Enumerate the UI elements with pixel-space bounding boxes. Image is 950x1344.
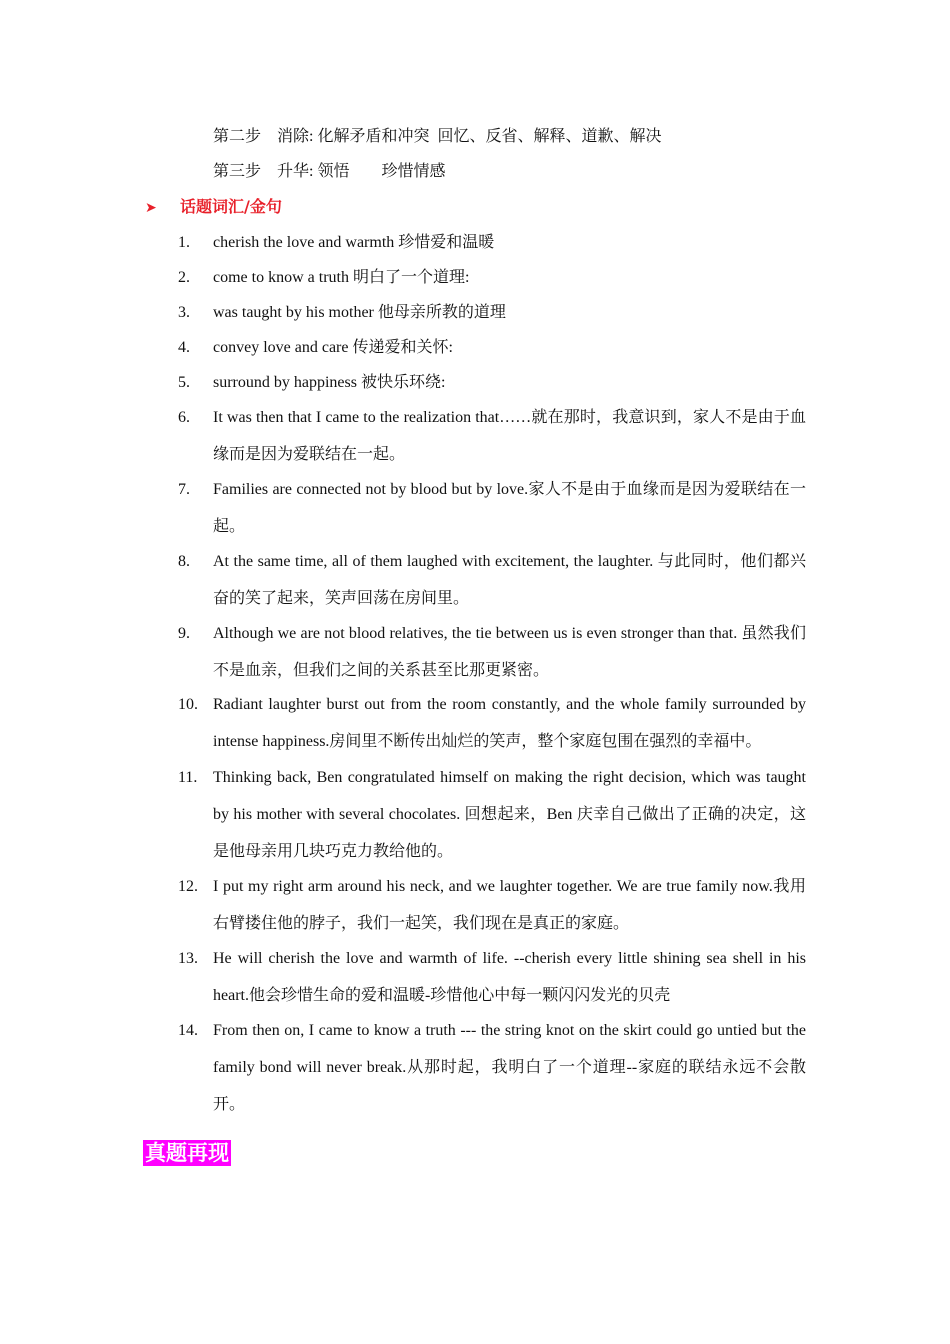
item-number: 11.	[178, 769, 198, 786]
item-text: From then on, I came to know a truth --- the string knot on the skirt could go untied but the family bond will never break.从那时起，我明白了一个道理--家庭的联结永远不会散开。	[213, 1022, 806, 1113]
item-number: 4.	[178, 339, 190, 356]
topic-heading	[145, 197, 282, 218]
item-number: 14.	[178, 1022, 198, 1039]
item-text: Thinking back, Ben congratulated himself on making the right decision, which was taught by his mother with several chocolates. 回想起来，Ben 庆幸自己做出了正确的决定，这是他母亲用几块巧克力教给他的。	[213, 769, 806, 860]
item-text: At the same time, all of them laughed with excitement, the laughter. 与此同时，他们都兴奋的笑了起来，笑声回荡在房间里。	[213, 553, 806, 607]
item-number: 12.	[178, 878, 198, 895]
item-text: surround by happiness 被快乐环绕:	[213, 374, 446, 391]
item-number: 13.	[178, 950, 198, 967]
item-number: 9.	[178, 625, 190, 642]
item-number: 10.	[178, 696, 198, 713]
step-three-line: 第三步 升华: 领悟 珍惜情感	[213, 163, 446, 180]
item-number: 7.	[178, 481, 190, 498]
item-number: 8.	[178, 553, 190, 570]
item-text: I put my right arm around his neck, and we laughter together. We are true family now.我用右臂搂住他的脖子，我们一起笑，我们现在是真正的家庭。	[213, 878, 806, 932]
item-number: 5.	[178, 374, 190, 391]
topic-heading-text: 话题词汇/金句	[180, 197, 282, 216]
item-number: 2.	[178, 269, 190, 286]
item-text: was taught by his mother 他母亲所教的道理	[213, 304, 506, 321]
item-text: Radiant laughter burst out from the room constantly, and the whole family surrounded by intense happiness.房间里不断传出灿烂的笑声，整个家庭包围在强烈的幸福中。	[213, 696, 806, 750]
item-text: convey love and care 传递爱和关怀:	[213, 339, 453, 356]
item-text: He will cherish the love and warmth of life. --cherish every little shining sea shell in his heart.他会珍惜生命的爱和温暖-珍惜他心中每一颗闪闪发光的贝壳	[213, 950, 806, 1004]
item-text: Although we are not blood relatives, the tie between us is even stronger than that. 虽然我们不是血亲，但我们之间的关系甚至比那更紧密。	[213, 625, 806, 679]
item-text: cherish the love and warmth 珍惜爱和温暖	[213, 234, 495, 251]
item-number: 3.	[178, 304, 190, 321]
section-banner: 真题再现	[145, 1141, 229, 1165]
arrow-bullet-icon: ➤	[145, 200, 157, 216]
item-number: 1.	[178, 234, 190, 251]
item-text: come to know a truth 明白了一个道理:	[213, 269, 470, 286]
item-text: Families are connected not by blood but by love.家人不是由于血缘而是因为爱联结在一起。	[213, 481, 806, 535]
item-number: 6.	[178, 409, 190, 426]
step-two-line: 第二步 消除: 化解矛盾和冲突 回忆、反省、解释、道歉、解决	[213, 128, 662, 145]
item-text: It was then that I came to the realization that……就在那时，我意识到，家人不是由于血缘而是因为爱联结在一起。	[213, 409, 806, 463]
